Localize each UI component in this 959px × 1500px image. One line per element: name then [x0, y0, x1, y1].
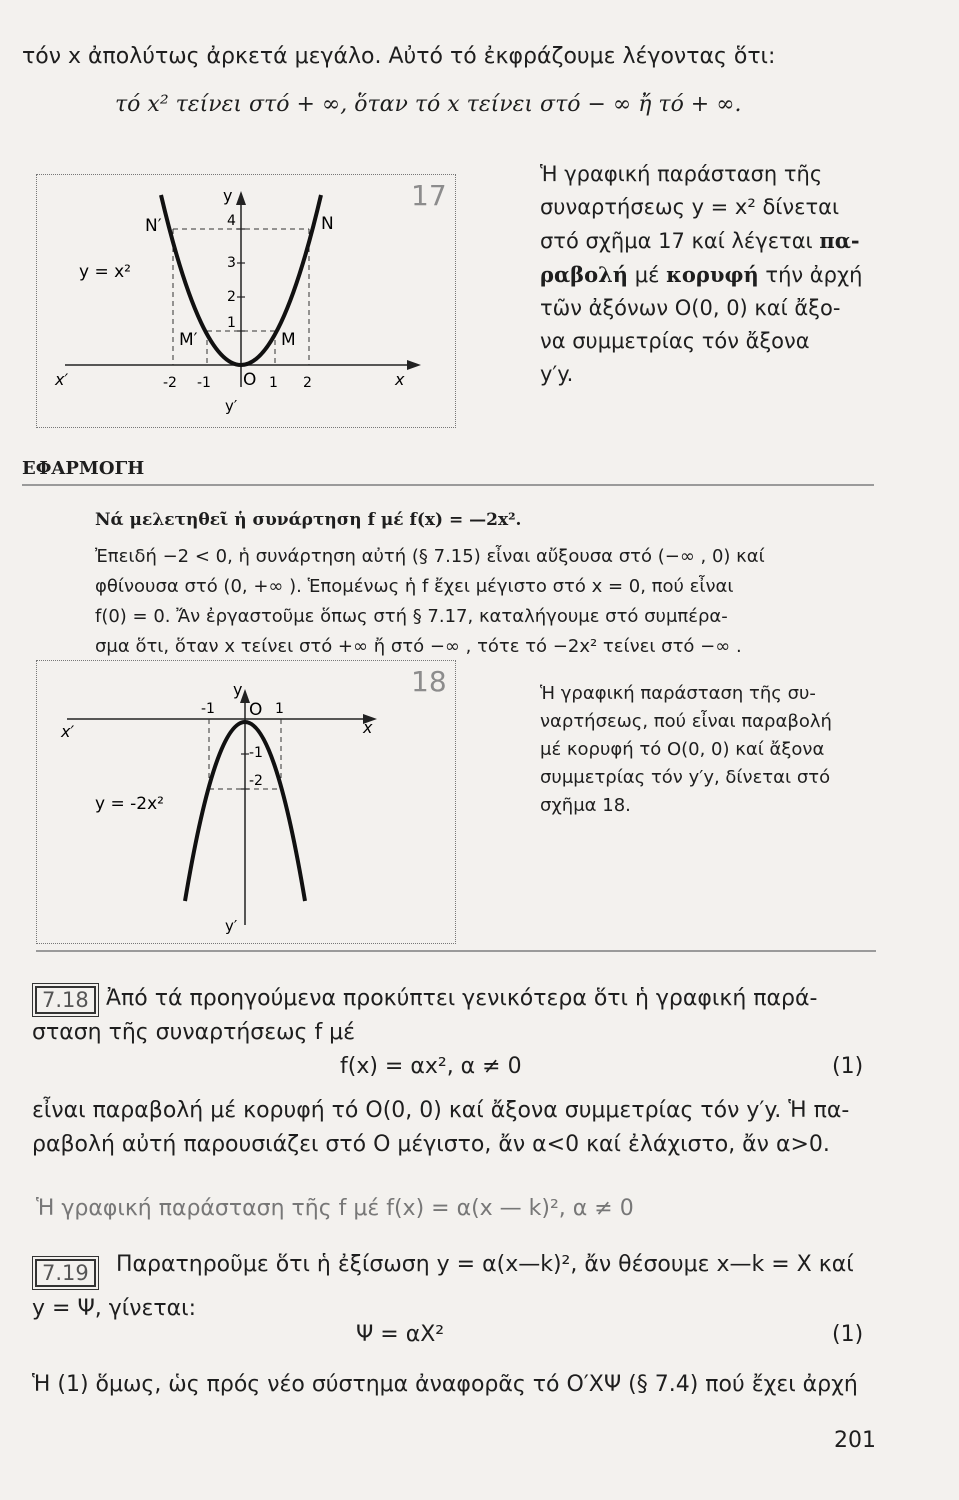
- section-7-19-box: [32, 1256, 99, 1290]
- y-tick-label: 3: [227, 255, 236, 271]
- origin-label: O: [243, 370, 257, 390]
- equation-label: y = x²: [79, 262, 131, 282]
- caption-text: μέ: [634, 263, 660, 287]
- section-7-19-line-2: y = Ψ, γίνεται:: [32, 1296, 196, 1321]
- section-7-19-line-3: Ἡ (1) ὅμως, ὡς πρός νέο σύστημα ἀναφορᾶς τό O′XΨ (§ 7.4) πού ἔχει ἀρχή: [32, 1372, 858, 1397]
- y-label: y: [233, 680, 243, 699]
- subheading: Ἡ γραφική παράσταση τῆς f μέ f(x) = α(x — k)², α ≠ 0: [36, 1196, 634, 1221]
- caption-line: μέ κορυφή τό O(0, 0) καί ἄξονα: [540, 739, 825, 760]
- y-prime-label: y′: [225, 397, 238, 415]
- caption-line: Ἡ γραφική παράσταση τῆς: [540, 162, 823, 186]
- figure-18-graph: [37, 661, 455, 943]
- section-7-18-line-3: εἶναι παραβολή μέ κορυφή τό O(0, 0) καί ἄξονα συμμετρίας τόν y′y. Ἡ πα-: [32, 1098, 850, 1123]
- section-7-18-line-2: σταση τῆς συναρτήσεως f μέ: [32, 1020, 356, 1045]
- section-7-19-number: 7.19: [35, 1259, 96, 1287]
- application-title: ΕΦΑΡΜΟΓΗ: [22, 458, 145, 479]
- caption-line: να συμμετρίας τόν ἄξονα: [540, 329, 810, 353]
- x-prime-label: x′: [61, 722, 75, 741]
- y-label: y: [223, 186, 233, 205]
- application-line: φθίνουσα στό (0, +∞ ). Ἑπομένως ἡ f ἔχει μέγιστο στό x = 0, πού εἶναι: [95, 576, 734, 597]
- y-axis-arrow: [236, 191, 246, 205]
- origin-label: O: [249, 700, 263, 720]
- x-tick-label: -1: [197, 375, 211, 391]
- figure-17-caption: [540, 158, 870, 391]
- page-number: 201: [834, 1428, 876, 1453]
- caption-line: σχῆμα 18.: [540, 795, 631, 816]
- equation-label: y = -2x²: [95, 794, 164, 814]
- section-7-19-formula: Ψ = αX²: [356, 1322, 445, 1347]
- point-N-prime-label: N′: [145, 216, 162, 236]
- section-rule: [36, 950, 876, 952]
- figure-18-number: 18: [411, 665, 447, 698]
- section-7-18-formula: f(x) = αx², α ≠ 0: [340, 1054, 522, 1079]
- y-prime-label: y′: [225, 917, 238, 935]
- caption-bold: πα-: [819, 228, 860, 253]
- x-tick-label: 1: [275, 701, 284, 717]
- application-text: [95, 542, 875, 662]
- x-tick-label: -2: [163, 375, 177, 391]
- section-7-18-number: 7.18: [35, 986, 96, 1014]
- section-7-18-formula-tag: (1): [832, 1054, 864, 1079]
- point-M-label: M: [281, 330, 296, 350]
- figure-18-caption: [540, 680, 880, 820]
- section-7-18-line-4: ραβολή αὐτή παρουσιάζει στό O μέγιστο, ἄν α<0 καί ἐλάχιστο, ἄν α>0.: [32, 1132, 830, 1157]
- caption-line: συναρτήσεως y = x² δίνεται: [540, 195, 840, 219]
- figure-18: [36, 660, 456, 944]
- x-prime-label: x′: [55, 370, 69, 389]
- section-7-19-formula-tag: (1): [832, 1322, 864, 1347]
- section-rule: [22, 484, 874, 486]
- caption-line: συμμετρίας τόν y′y, δίνεται στό: [540, 767, 831, 788]
- point-M-prime-label: M′: [179, 330, 198, 350]
- y-tick-label: 1: [227, 315, 236, 331]
- point-N-label: N: [321, 214, 334, 234]
- caption-bold: κορυφή: [666, 262, 759, 287]
- caption-line: ναρτήσεως, πού εἶναι παραβολή: [540, 711, 832, 732]
- intro-line-1: τόν x ἀπολύτως ἀρκετά μεγάλο. Αὐτό τό ἐκφράζουμε λέγοντας ὅτι:: [22, 44, 776, 69]
- application-line: Ἐπειδή −2 < 0, ἡ συνάρτηση αὐτή (§ 7.15) εἶναι αὔξουσα στό (−∞ , 0) καί: [95, 546, 765, 567]
- caption-line: Ἡ γραφική παράσταση τῆς συ-: [540, 683, 816, 704]
- application-line: f(0) = 0. Ἄν ἐργαστοῦμε ὅπως στή § 7.17, καταλήγουμε στό συμπέρα-: [95, 606, 728, 627]
- y-tick-label: 4: [227, 213, 236, 229]
- figure-17-number: 17: [411, 179, 447, 212]
- caption-bold: ραβολή: [540, 262, 629, 287]
- caption-text: τήν ἀρχή: [765, 263, 863, 287]
- x-axis-arrow: [407, 360, 421, 370]
- x-label: x: [395, 370, 405, 389]
- caption-line: τῶν ἀξόνων O(0, 0) καί ἄξο-: [540, 296, 841, 320]
- section-7-18-line-1: Ἀπό τά προηγούμενα προκύπτει γενικότερα ὅτι ἡ γραφική παρά-: [106, 986, 818, 1011]
- figure-17-graph: [37, 175, 455, 427]
- caption-line: y′y.: [540, 362, 574, 386]
- x-tick-label: -1: [201, 701, 215, 717]
- x-tick-label: 2: [303, 375, 312, 391]
- intro-line-2: τό x² τείνει στό + ∞, ὅταν τό x τείνει στό − ∞ ἤ τό + ∞.: [115, 92, 742, 117]
- application-problem: Νά μελετηθεῖ ἡ συνάρτηση f μέ f(x) = —2x².: [95, 510, 522, 530]
- x-tick-label: 1: [269, 375, 278, 391]
- figure-17: [36, 174, 456, 428]
- section-7-19-line-1: Παρατηροῦμε ὅτι ἡ ἐξίσωση y = α(x—k)², ἄν θέσουμε x—k = X καί: [116, 1252, 854, 1277]
- application-line: σμα ὅτι, ὅταν x τείνει στό +∞ ἤ στό −∞ , τότε τό −2x² τείνει στό −∞ .: [95, 636, 742, 657]
- section-7-18-box: [32, 983, 99, 1017]
- y-tick-label: -2: [249, 773, 263, 789]
- x-label: x: [363, 718, 373, 737]
- y-tick-label: 2: [227, 289, 236, 305]
- caption-text: στό σχῆμα 17 καί λέγεται: [540, 229, 813, 253]
- y-tick-label: -1: [249, 745, 263, 761]
